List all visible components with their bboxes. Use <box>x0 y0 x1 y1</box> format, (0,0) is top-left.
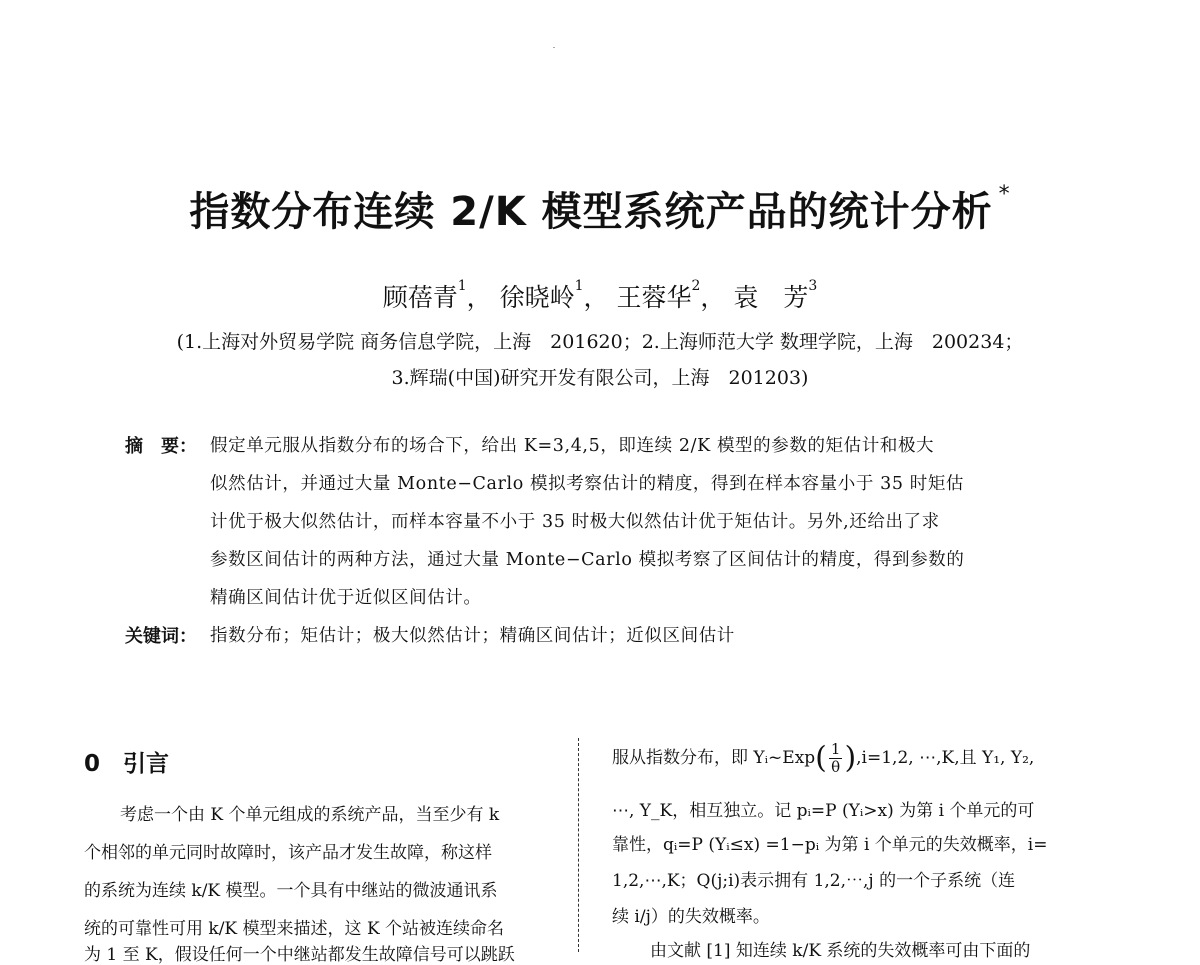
abstract-line: 参数区间估计的两种方法，通过大量 Monte−Carlo 模拟考察了区间估计的精度，得到参数的 <box>210 550 965 570</box>
left-paren: ( <box>815 740 827 776</box>
column-divider <box>578 738 579 952</box>
right-column-line: 1,2,⋯,K；Q(j;i)表示拥有 1,2,⋯,j 的一个子系统（连 <box>612 871 1016 891</box>
left-column-line: 个相邻的单元同时故障时，该产品才发生故障，称这样 <box>84 843 492 863</box>
formula-prefix: 服从指数分布，即 Yᵢ~Exp <box>612 748 816 768</box>
fraction <box>829 741 843 776</box>
author-affiliation-mark: 1 <box>574 278 584 294</box>
author-name: 徐晓岭 <box>499 283 575 312</box>
section-heading: 0 引言 <box>84 751 170 777</box>
keywords-label: 关键词： <box>125 626 197 647</box>
affiliation-line-1: (1.上海对外贸易学院 商务信息学院，上海 201620；2.上海师范大学 数理学院，上海 200234； <box>176 331 1024 353</box>
abstract-label: 摘 要： <box>125 436 197 457</box>
author-list: 顾蓓青$^1$， 徐晓岭$^1$， 王蓉华$^2$， 袁 芳$^3$ <box>382 278 818 312</box>
abstract-line: 计优于极大似然估计，而样本容量不小于 35 时极大似然估计优于矩估计。另外,还给出了求 <box>210 512 940 532</box>
left-column-line: 统的可靠性可用 k/K 模型来描述，这 K 个站被连续命名 <box>84 919 505 939</box>
title-footnote-mark: * <box>998 182 1011 207</box>
left-column-line: 为 1 至 K，假设任何一个中继站都发生故障信号可以跳跃 <box>84 945 515 965</box>
right-column-line: ⋯, Y_K，相互独立。记 pᵢ=P (Yᵢ>x) 为第 i 个单元的可 <box>612 801 1035 821</box>
fraction-denominator: θ <box>831 758 841 776</box>
abstract-line: 精确区间估计优于近似区间估计。 <box>210 588 482 608</box>
formula-line <box>612 741 1034 776</box>
page-speck <box>553 47 555 48</box>
abstract-line: 似然估计，并通过大量 Monte−Carlo 模拟考察估计的精度，得到在样本容量小于 35 时矩估 <box>210 474 965 494</box>
author-name: 王蓉华 <box>616 283 692 312</box>
right-column-line: 续 i/j）的失效概率。 <box>612 907 770 927</box>
abstract-line: 假定单元服从指数分布的场合下，给出 K=3,4,5，即连续 2/K 模型的参数的矩估计和极大 <box>210 436 935 456</box>
author-affiliation-mark: 3 <box>808 278 818 294</box>
paper-title <box>0 180 1200 237</box>
left-column-line: 考虑一个由 K 个单元组成的系统产品，当至少有 k <box>120 805 500 825</box>
paper-title-text: 指数分布连续 2/K 模型系统产品的统计分析 <box>189 189 993 235</box>
formula-suffix: ,i=1,2, ⋯,K,且 Y₁, Y₂, <box>856 748 1035 768</box>
author-name: 袁 芳 <box>733 283 809 312</box>
keywords-text: 指数分布；矩估计；极大似然估计；精确区间估计；近似区间估计 <box>210 626 735 646</box>
right-column-line: 由文献 [1] 知连续 k/K 系统的失效概率可由下面的 <box>650 941 1031 961</box>
left-column-line: 的系统为连续 k/K 模型。一个具有中继站的微波通讯系 <box>84 881 498 901</box>
affiliation-line-2: 3.辉瑞(中国)研究开发有限公司，上海 201203) <box>391 367 809 389</box>
author-name: 顾蓓青 <box>382 283 458 312</box>
author-affiliation-mark: 1 <box>457 278 467 294</box>
fraction-numerator: 1 <box>830 740 841 758</box>
author-affiliation-mark: 2 <box>691 278 701 294</box>
right-column-line: 靠性，qᵢ=P (Yᵢ≤x) =1−pᵢ 为第 i 个单元的失效概率，i= <box>612 835 1048 855</box>
right-paren: ) <box>844 740 857 776</box>
